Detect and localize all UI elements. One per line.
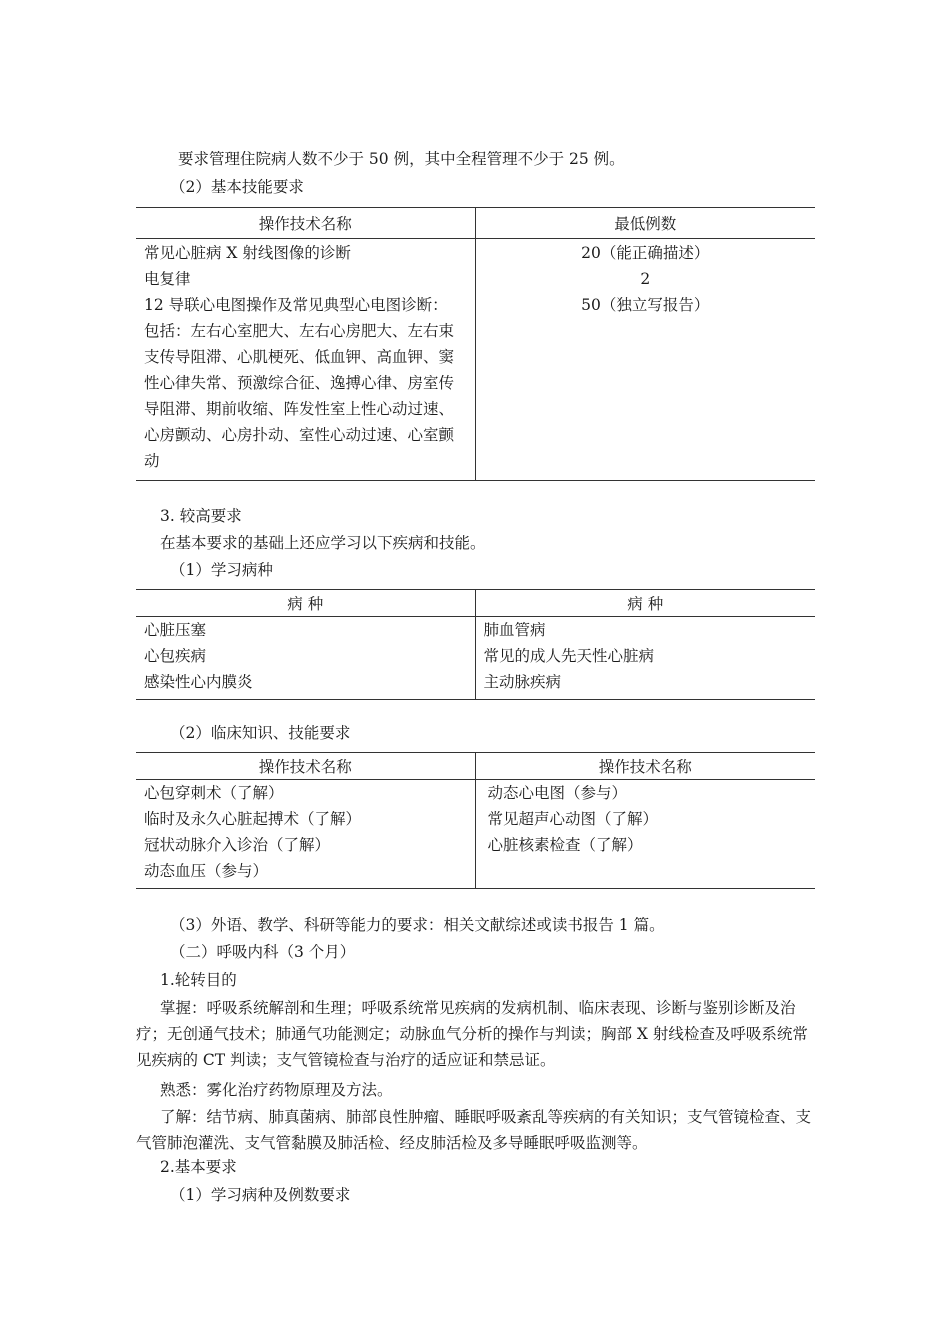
disease-item: 常见的成人先天性心脏病 [483,647,655,665]
respiratory-heading: （二）呼吸内科（3 个月） [170,943,356,961]
diseases-table [136,589,815,700]
basic-skill-heading: （2）基本技能要求 [170,178,304,196]
diseases-left-cell [136,617,475,700]
skill-name: 电复律 [144,270,191,288]
advanced-intro: 在基本要求的基础上还应学习以下疾病和技能。 [160,534,486,552]
skills-table [136,207,815,481]
diseases-header-left: 病 种 [136,590,475,617]
disease-item: 主动脉疾病 [483,673,562,691]
disease-item: 心包疾病 [144,647,207,665]
clinical-item: 动态血压（参与） [144,862,269,880]
skill-count: 2 [640,270,651,288]
clinical-right-cell [475,780,815,889]
clinical-header-left: 操作技术名称 [136,753,475,780]
diseases-header-right: 病 种 [475,590,815,617]
disease-item: 肺血管病 [483,621,546,639]
clinical-item: 动态心电图（参与） [487,784,628,802]
clinical-item: 临时及永久心脏起搏术（了解） [144,810,362,828]
skills-header-name: 操作技术名称 [136,208,475,239]
understand-paragraph: 了解：结节病、肺真菌病、肺部良性肿瘤、睡眠呼吸紊乱等疾病的有关知识；支气管镜检查、支气管肺泡灌洗、支气管黏膜及肺活检、经皮肺活检及多导睡眠呼吸监测等。 [136,1108,812,1152]
diseases-heading: （1）学习病种 [170,561,273,579]
advanced-heading: 3. 较高要求 [160,507,242,525]
purpose-heading: 1.轮转目的 [160,971,237,989]
ecg-detail: 包括：左右心室肥大、左右心房肥大、左右束支传导阻滞、心肌梗死、低血钾、高血钾、窦性心律失常、预激综合征、逸搏心律、房室传导阻滞、期前收缩、阵发性室上性心动过速、心房颤动、心房扑动、室性心动过速、心室颤动 [144,322,455,470]
familiar-line: 熟悉：雾化治疗药物原理及方法。 [160,1081,393,1099]
clinical-item [488,858,808,884]
clinical-header-right: 操作技术名称 [475,753,815,780]
skill-name: 常见心脏病 X 射线图像的诊断 [144,244,351,262]
diseases-right-cell [475,617,815,700]
basic-requirement-heading: 2.基本要求 [160,1158,237,1176]
other-ability-requirement: （3）外语、教学、科研等能力的要求：相关文献综述或读书报告 1 篇。 [170,916,665,934]
skill-count: 50（独立写报告） [581,296,710,314]
skills-name-cell [136,239,475,481]
master-paragraph: 掌握：呼吸系统解剖和生理；呼吸系统常见疾病的发病机制、临床表现、诊断与鉴别诊断及治疗；无创通气技术；肺通气功能测定；动脉血气分析的操作与判读；胸部 X 射线检查及呼吸系统常见疾病的 CT 判读；支气管镜检查与治疗的适应证和禁忌证。 [136,999,808,1069]
disease-item: 感染性心内膜炎 [144,673,253,691]
clinical-item: 心包穿刺术（了解） [144,784,284,802]
skills-count-cell [475,239,815,481]
clinical-table [136,752,815,889]
clinical-left-cell [136,780,475,889]
skill-count: 20（能正确描述） [581,244,710,262]
clinical-item: 心脏核素检查（了解） [487,836,643,854]
skill-name: 12 导联心电图操作及常见典型心电图诊断： [144,296,448,314]
disease-requirement-heading: （1）学习病种及例数要求 [170,1186,351,1204]
management-requirement: 要求管理住院病人数不少于 50 例，其中全程管理不少于 25 例。 [178,150,625,168]
clinical-item: 冠状动脉介入诊治（了解） [144,836,331,854]
clinical-heading: （2）临床知识、技能要求 [170,724,351,742]
clinical-item: 常见超声心动图（了解） [487,810,659,828]
skills-header-count: 最低例数 [475,208,815,239]
disease-item: 心脏压塞 [144,621,207,639]
